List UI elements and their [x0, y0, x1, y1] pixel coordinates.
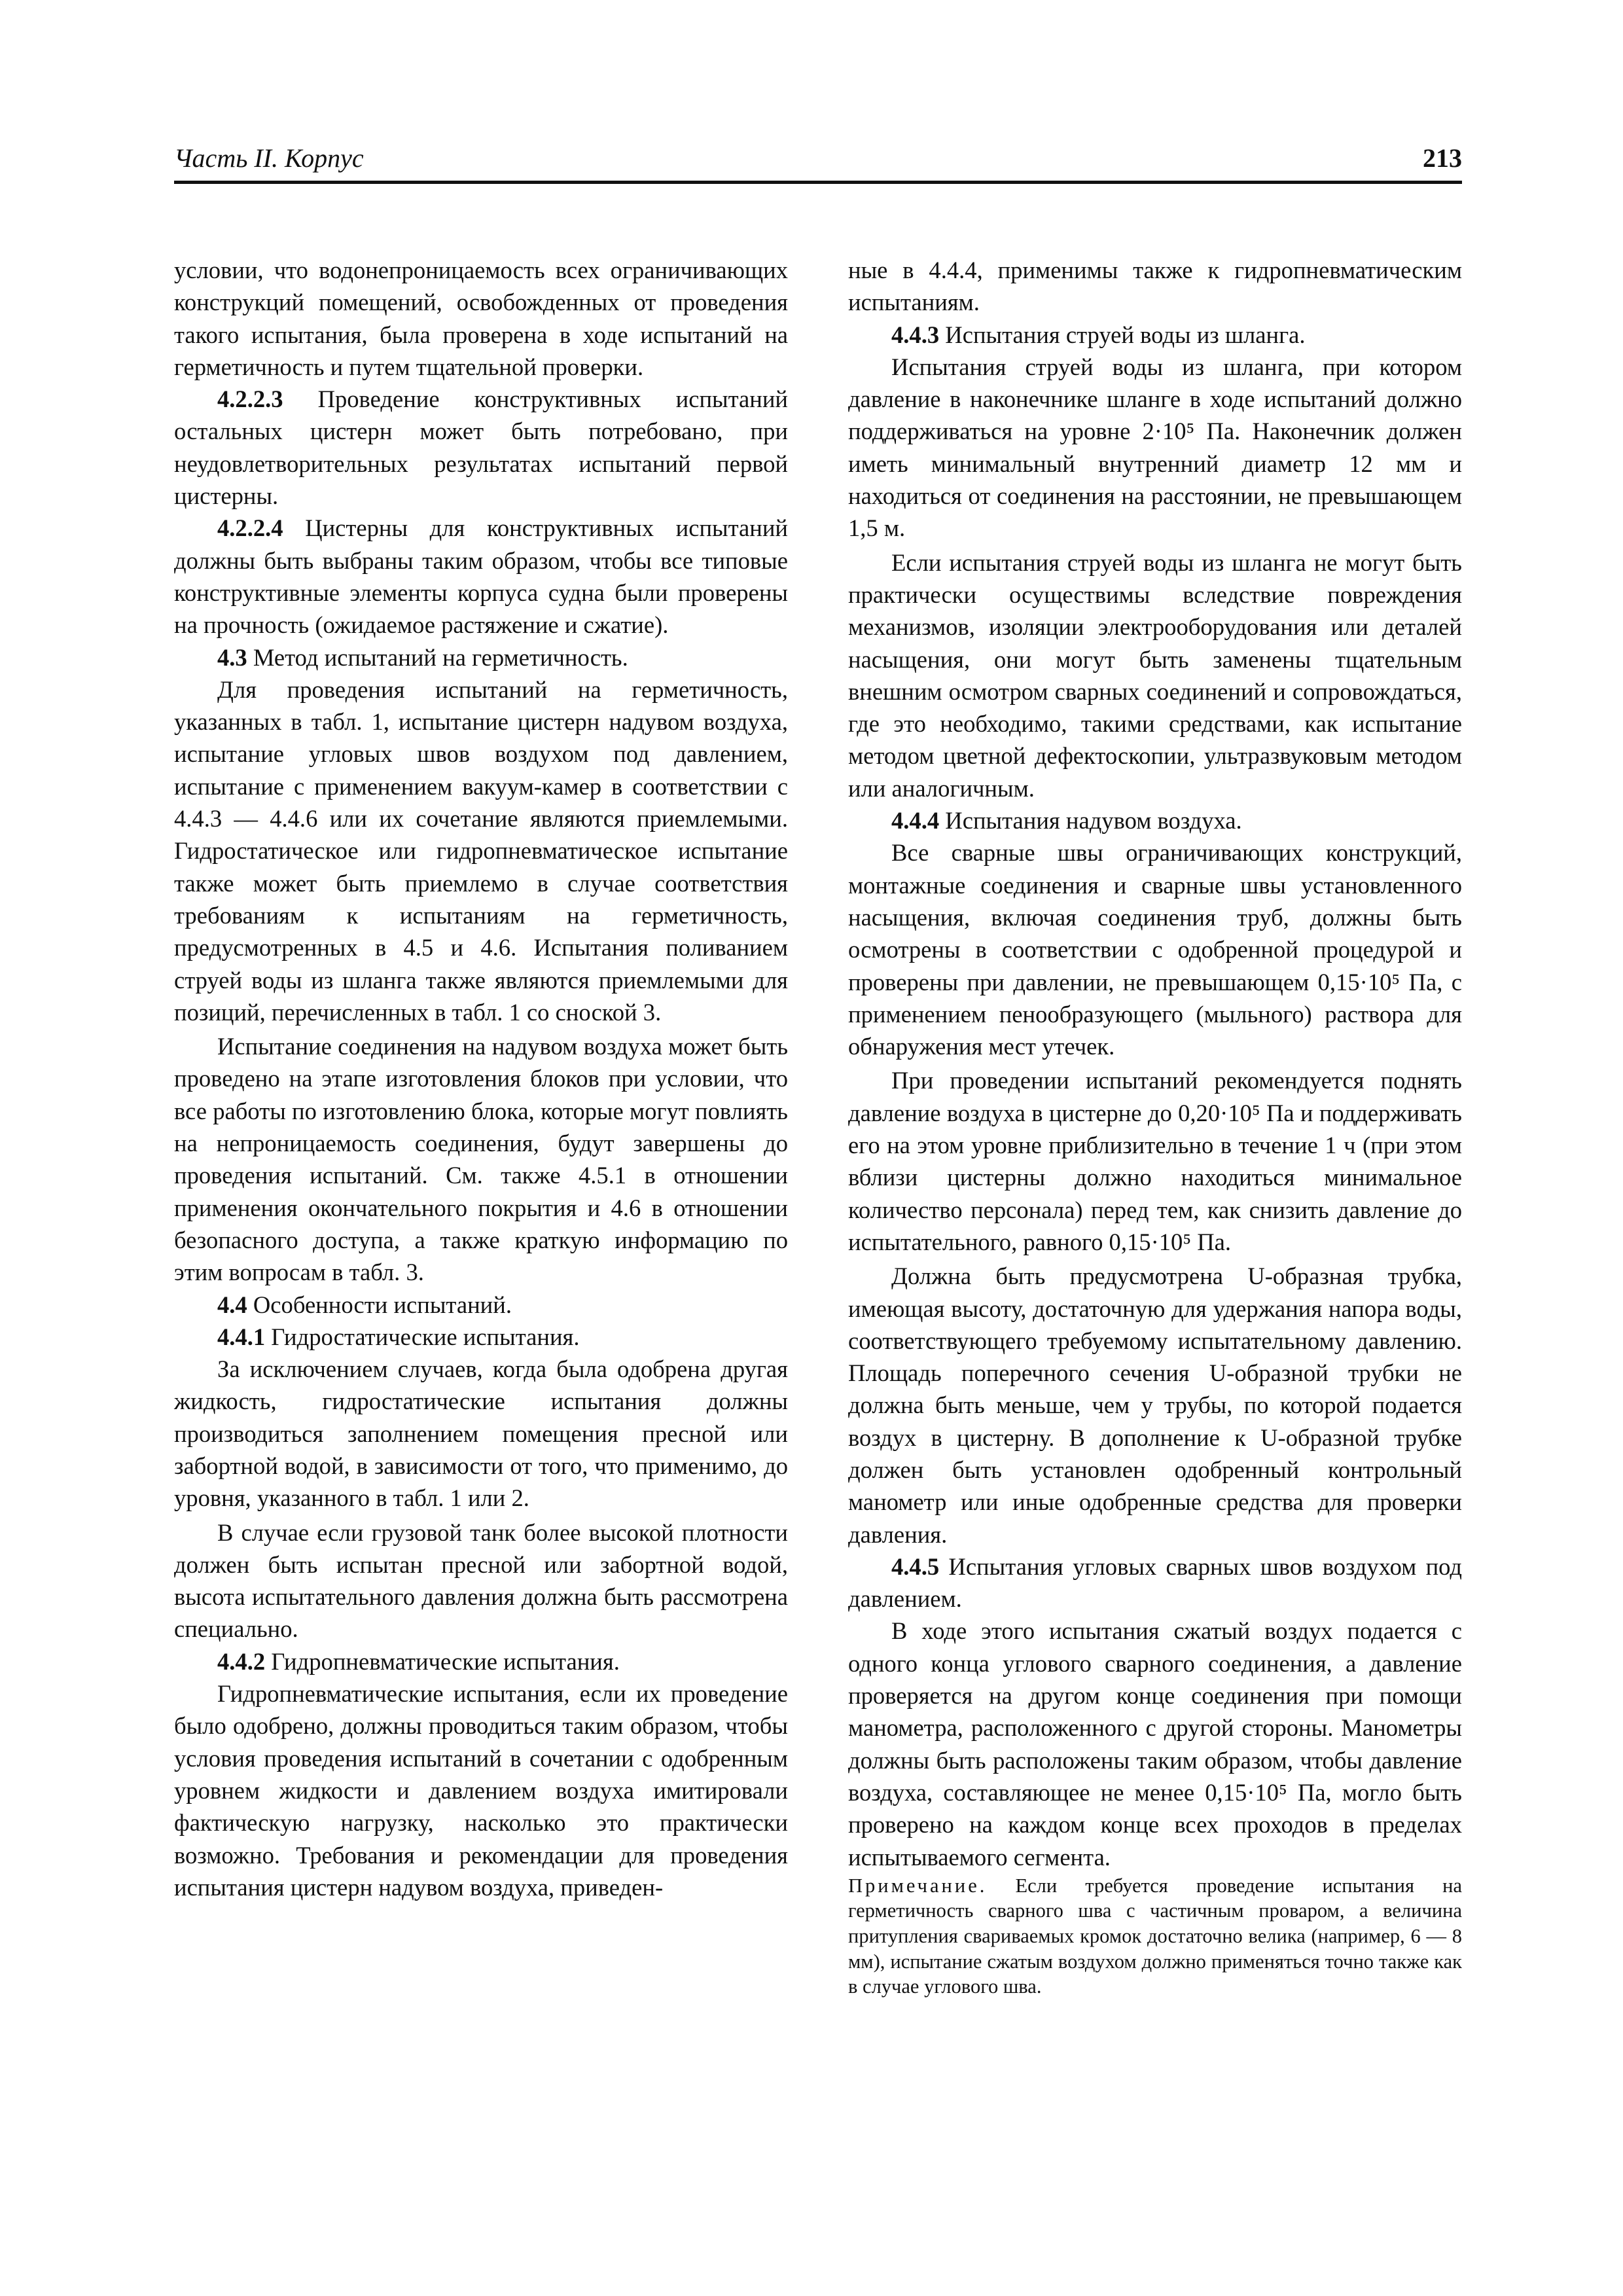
note-label: Примечание.	[848, 1874, 988, 1897]
paragraph-text: Цистерны для конструктивных испытаний должны быть выбраны таким образом, чтобы все типовые конструктивные элементы корпуса судна были проверены на прочность (ожидаемое растяжение и сжатие).	[174, 514, 788, 639]
heading-text: Гидростатические испытания.	[265, 1323, 580, 1350]
section-number: 4.2.2.3	[217, 386, 283, 413]
note-text: Если требуется проведение испытания на герметичность сварного шва с частичным проваром, а величина притупления свариваемых кромок достаточно велика (например, 6 — 8 мм), испытание сжатым воздухом должно применяться точно также как в случае углового шва.	[848, 1874, 1462, 1998]
paragraph: Гидропневматические испытания, если их проведение было одобрено, должны проводиться таким образом, чтобы условия проведения испытаний в сочетании с одобренным уровнем жидкости и давлением воздуха имитировали фактическую нагрузку, насколько это практически возможно. Требования и рекомендации для проведения испытания цистерн надувом воздуха, приведен-	[174, 1680, 788, 1901]
section-number: 4.2.2.4	[217, 514, 283, 542]
paragraph: Для проведения испытаний на герметичность, указанных в табл. 1, испытание цистерн надувом воздуха, испытание угловых швов воздухом под давлением, испытание с применением вакуум-камер в соответствии с 4.4.3 — 4.4.6 или их сочетание являются приемлемыми. Гидростатическое или гидропневматическое испытание также может быть приемлемо в случае соответствия требованиям к испытаниям на герметичность, предусмотренных в 4.5 и 4.6. Испытания поливанием струей воды из шланга также являются приемлемыми для позиций, перечисленных в табл. 1 со сноской 3.	[174, 675, 788, 1026]
section-heading	[848, 319, 1462, 351]
paragraph: В ходе этого испытания сжатый воздух подается с одного конца углового сварного соединения, а давление проверяется на другом конце соединения при помощи манометра, расположенного с другой стороны. Манометры должны быть расположены таким образом, чтобы давление воздуха, составляющее не менее 0,15·10⁵ Па, могло быть проверено на каждом конце всех проходов в пределах испытываемого сегмента.	[848, 1617, 1462, 1871]
heading-text: Испытания струей воды из шланга.	[939, 321, 1306, 348]
paragraph: Испытания струей воды из шланга, при котором давление в наконечнике шланге в ходе испытаний должно поддерживаться на уровне 2·10⁵ Па. Наконечник должен иметь минимальный внутренний диаметр 12 мм и находиться от соединения на расстоянии, не превышающем 1,5 м.	[848, 353, 1462, 542]
heading-text: Испытания надувом воздуха.	[939, 807, 1242, 834]
section-heading	[174, 1645, 788, 1677]
section-heading	[174, 1289, 788, 1321]
footnote	[848, 1873, 1462, 2000]
section-number: 4.4.1	[217, 1323, 266, 1350]
paragraph: Испытание соединения на надувом воздуха может быть проведено на этапе изготовления блоков при условии, что все работы по изготовлению блока, которые могут повлиять на непроницаемость соединения, будут завершены до проведения испытаний. См. также 4.5.1 в отношении применения окончательного покрытия и 4.6 в отношении безопасного доступа, а также краткую информацию по этим вопросам в табл. 3.	[174, 1033, 788, 1286]
heading-text: Испытания угловых сварных швов воздухом под давлением.	[848, 1552, 1462, 1613]
running-header	[174, 143, 1462, 184]
paragraph: ные в 4.4.4, применимы также к гидропневматическим испытаниям.	[848, 257, 1462, 316]
paragraph: Если испытания струей воды из шланга не могут быть практически осуществимы вследствие повреждения механизмов, изоляции электрооборудования или деталей насыщения, они могут быть заменены тщательным внешним осмотром сварных соединений и сопровождаться, где это необходимо, такими средствами, как испытание методом цветной дефектоскопии, ультразвуковым методом или аналогичным.	[848, 548, 1462, 802]
section-number: 4.4.3	[891, 321, 940, 348]
numbered-paragraph	[174, 512, 788, 641]
section-heading	[174, 641, 788, 673]
section-number: 4.4.5	[891, 1552, 940, 1580]
right-column	[848, 254, 1462, 2000]
left-column	[174, 254, 788, 1903]
section-number: 4.3	[217, 643, 247, 671]
part-title: Часть II. Корпус	[174, 143, 364, 173]
paragraph: Все сварные швы ограничивающих конструкций, монтажные соединения и сварные швы установленного насыщения, включая соединения труб, должны быть осмотрены в соответствии с одобренной процедурой и проверены при давлении, не превышающем 0,15·10⁵ Па, с применением пенообразующего (мыльного) раствора для обнаружения мест утечек.	[848, 839, 1462, 1060]
heading-text: Гидропневматические испытания.	[265, 1647, 620, 1675]
section-number: 4.4.2	[217, 1647, 266, 1675]
paragraph: В случае если грузовой танк более высокой плотности должен быть испытан пресной или забортной водой, высота испытательного давления должна быть рассмотрена специально.	[174, 1518, 788, 1643]
section-number: 4.4.4	[891, 807, 940, 834]
page-number: 213	[1423, 143, 1462, 173]
numbered-paragraph	[174, 383, 788, 512]
heading-text: Особенности испытаний.	[247, 1291, 512, 1318]
section-heading	[848, 1551, 1462, 1615]
paragraph: Должна быть предусмотрена U-образная трубка, имеющая высоту, достаточную для удержания напора воды, соответствующего требуемому испытательному давлению. Площадь поперечного сечения U-образной трубки не должна быть меньше, чем у трубы, по которой подается воздух в цистерну. В дополнение к U-образной трубке должен быть установлен одобренный контрольный манометр или иные одобренные средства для проверки давления.	[848, 1263, 1462, 1548]
paragraph-text: Проведение конструктивных испытаний остальных цистерн может быть потребовано, при неудовлетворительных результатах испытаний первой цистерны.	[174, 386, 788, 510]
paragraph: За исключением случаев, когда была одобрена другая жидкость, гидростатические испытания должны производиться заполнением помещения пресной или забортной водой, в зависимости от того, что применимо, до уровня, указанного в табл. 1 или 2.	[174, 1355, 788, 1512]
heading-text: Метод испытаний на герметичность.	[247, 643, 628, 671]
section-heading	[174, 1321, 788, 1353]
paragraph: При проведении испытаний рекомендуется поднять давление воздуха в цистерне до 0,20·10⁵ Па и поддерживать его на этом уровне приблизительно в течение 1 ч (при этом вблизи цистерны должно находиться минимальное количество персонала) перед тем, как снизить давление до испытательного, равного 0,15·10⁵ Па.	[848, 1067, 1462, 1255]
section-heading	[848, 804, 1462, 836]
paragraph: условии, что водонепроницаемость всех ограничивающих конструкций помещений, освобожденных от проведения такого испытания, была проверена в ходе испытаний на герметичность и путем тщательной проверки.	[174, 257, 788, 380]
section-number: 4.4	[217, 1291, 247, 1318]
